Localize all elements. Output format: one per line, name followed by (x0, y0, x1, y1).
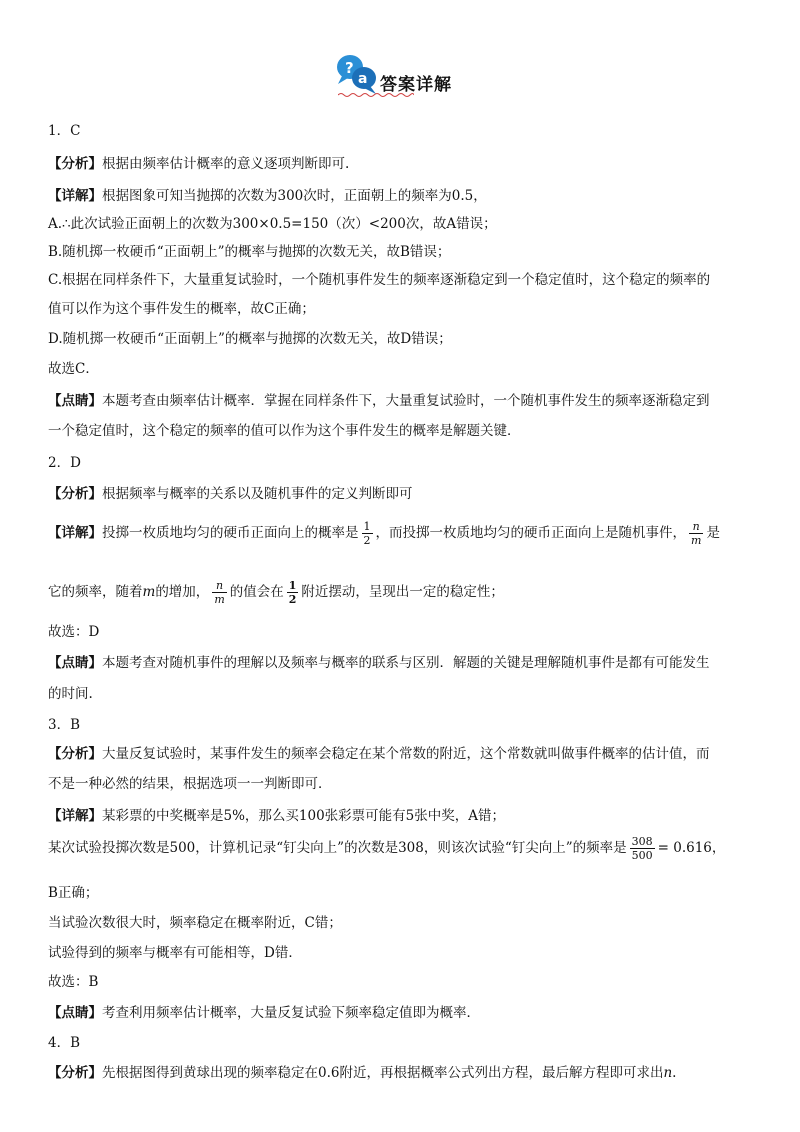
svg-text:a: a (358, 71, 368, 87)
comment-tag: 【点睛】 (48, 1005, 102, 1021)
item-4-number: 4．B (48, 1035, 81, 1051)
item-3-result-b: B正确； (48, 885, 99, 901)
analysis-tag: 【分析】 (48, 156, 102, 172)
fraction-308-over-500: $\frac{308}{500}$ (631, 835, 653, 862)
item-1-comment-line1: 【点睛】本题考查由频率估计概率．掌握在同样条件下，大量重复试验时，一个随机事件发生的频率逐渐稳定到 (48, 393, 710, 409)
item-1-number: 1．C (48, 123, 81, 139)
item-3-number: 3．B (48, 717, 81, 733)
item-1-option-a: A.∴此次试验正面朝上的次数为300×0.5=150（次）<200次，故A错误； (48, 216, 497, 232)
item-2-comment-line1: 【点睛】本题考查对随机事件的理解以及频率与概率的联系与区别．解题的关键是理解随机事件是都有可能发生 (48, 655, 710, 671)
item-3-analysis-line1: 【分析】大量反复试验时，某事件发生的频率会稳定在某个常数的附近，这个常数就叫做事件概率的估计值，而 (48, 746, 710, 762)
detail-tag: 【详解】 (48, 188, 102, 204)
item-1-comment-line2: 一个稳定值时，这个稳定的频率的值可以作为这个事件发生的概率是解题关键． (48, 423, 521, 439)
analysis-tag: 【分析】 (48, 1065, 102, 1081)
fraction-one-half: $\frac{1}{2}$ (363, 520, 371, 547)
comment-tag: 【点睛】 (48, 393, 102, 409)
detail-tag: 【详解】 (48, 525, 102, 541)
item-1-analysis: 【分析】根据由频率估计概率的意义逐项判断即可. (48, 156, 350, 172)
fraction-one-half: $\frac{1}{2}$ (288, 579, 297, 606)
item-3-detail-line2: 某次试验投掷次数是500，计算机记录“钉尖向上”的次数是308，则该次试验“钉尖向上”的频率是 $\frac{308}{500}$ = 0.616， (48, 835, 726, 862)
item-3-result-c: 当试验次数很大时，频率稳定在概率附近，C错； (48, 915, 342, 931)
item-1-option-d: D.随机掷一枚硬币“正面朝上”的概率与抛掷的次数无关，故D错误； (48, 331, 452, 347)
analysis-tag: 【分析】 (48, 746, 102, 762)
item-3-analysis-line2: 不是一种必然的结果，根据选项一一判断即可． (48, 776, 332, 792)
comment-tag: 【点睛】 (48, 655, 102, 671)
item-2-comment-line2: 的时间. (48, 686, 93, 702)
fraction-n-over-m: $\frac{n}{m}$ (214, 579, 225, 606)
item-3-choice: 故选：B (48, 974, 99, 990)
item-3-result-d: 试验得到的频率与概率有可能相等，D错． (48, 945, 302, 961)
item-1-detail: 【详解】根据图象可知当抛掷的次数为300次时，正面朝上的频率为0.5， (48, 188, 487, 204)
item-2-detail-line2: 它的频率，随着m的增加， $\frac{n}{m}$ 的值会在 $\frac{1}{2}$ 附近摆动，呈现出一定的稳定性； (48, 579, 504, 606)
svg-text:?: ? (345, 59, 354, 77)
item-2-choice: 故选：D (48, 624, 100, 640)
item-3-comment: 【点睛】考查利用频率估计概率，大量反复试验下频率稳定值即为概率． (48, 1005, 480, 1021)
item-3-detail-line1: 【详解】某彩票的中奖概率是5%，那么买100张彩票可能有5张中奖，A错； (48, 808, 506, 824)
analysis-tag: 【分析】 (48, 486, 102, 502)
item-1-option-b: B.随机掷一枚硬币“正面朝上”的概率与抛掷的次数无关，故B错误； (48, 244, 451, 260)
title-underline-squiggle (338, 92, 414, 98)
item-1-option-c-line2: 值可以作为这个事件发生的概率，故C正确； (48, 301, 315, 317)
item-2-analysis: 【分析】根据频率与概率的关系以及随机事件的定义判断即可 (48, 486, 413, 502)
item-2-number: 2．D (48, 455, 81, 471)
item-1-option-c-line1: C.根据在同样条件下，大量重复试验时，一个随机事件发生的频率逐渐稳定到一个稳定值时，这个稳定的频率的 (48, 272, 711, 288)
answer-header (334, 52, 474, 100)
detail-tag: 【详解】 (48, 808, 102, 824)
item-1-choice: 故选C． (48, 361, 99, 377)
fraction-n-over-m: $\frac{n}{m}$ (691, 520, 702, 547)
item-2-detail-line1: 【详解】投掷一枚质地均匀的硬币正面向上的概率是 $\frac{1}{2}$ ，而投掷一枚质地均匀的硬币正面向上是随机事件， $\frac{n}{m}$ 是 (48, 520, 720, 547)
item-4-analysis: 【分析】先根据图得到黄球出现的频率稳定在0.6附近，再根据概率公式列出方程，最后解方程即可求出n. (48, 1065, 677, 1081)
page-title: 答案详解 (380, 75, 452, 95)
